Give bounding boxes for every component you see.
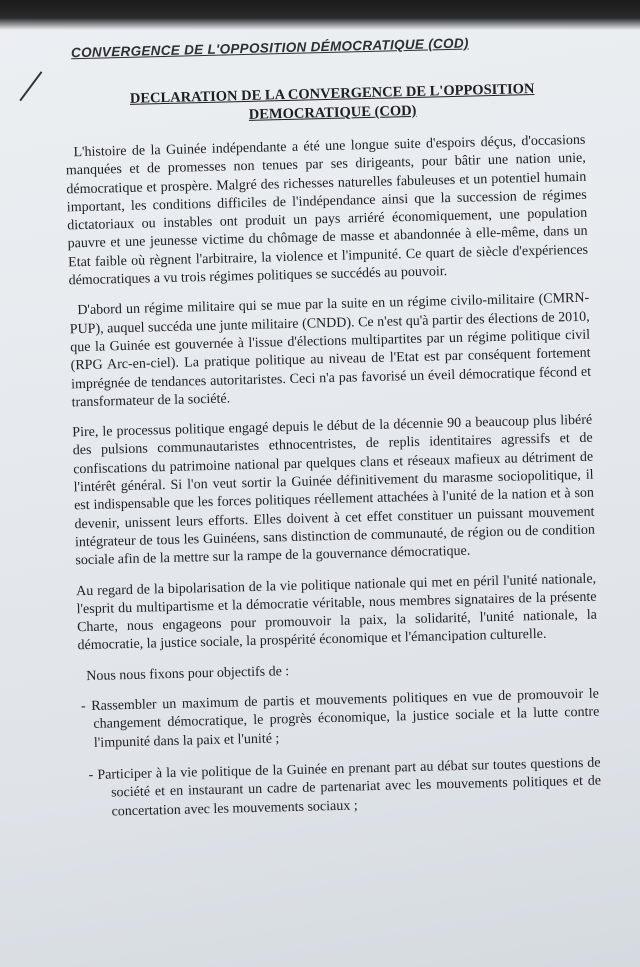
- document-body: [65, 132, 602, 836]
- objective-item: - Rassembler un maximum de partis et mouvements politiques en vue de promouvoir le changement démocratique, le progrès économique, la justice sociale et la lutte contre l'impunité dans la paix et l'unité ;: [80, 686, 600, 751]
- organization-header: CONVERGENCE DE L'OPPOSITION DÉMOCRATIQUE (COD): [70, 35, 469, 61]
- paragraph-bipolarisation: Au regard de la bipolarisation de la vie politique nationale qui met en péril l'unité nationale, l'esprit du multipartisme et la démocratie véritable, nous membres signataires de la présente Charte, nous engageons pour promouvoir la paix, la solidarité, l'unité nationale, la démocratie, la justice sociale, la prospérité économique et l'émancipation culturelle.: [76, 571, 598, 654]
- document-title: [92, 79, 573, 129]
- photo-dark-edge: [0, 0, 640, 30]
- title-line-1: DECLARATION DE LA CONVERGENCE DE L'OPPOSITION: [129, 80, 535, 107]
- paragraph-regimes: D'abord un régime militaire qui se mue par la suite en un régime civilo-militaire (CMRN-PUP), auquel succéda une junte militaire (CNDD). Ce n'est qu'à partir des élections de 2010, que la Guinée est gouvernée à l'issue d'élections multipartites par un régime politique civil (RPG Arc-en-ciel). La pratique politique au niveau de l'Etat est par conséquent fortement imprégnée de tendances autoritaristes. Ceci n'a pas favorisé un éveil démocratique fécond et transformateur de la société.: [69, 291, 592, 411]
- paragraph-history: L'histoire de la Guinée indépendante a été une longue suite d'espoirs déçus, d'occasions manquées et de promesses non tenues par ses dirigeants, pour bâtir une nation unie, démocratique et prospère. Malgré des richesses naturelles fabuleuses et un potentiel humain important, les conditions difficiles de l'indépendance ainsi que la succession de régimes dictatoriaux ou instables ont produit un pays arriéré économiquement, une population pauvre et une jeunesse victime du chômage de masse et abandonnée à elle-même, dans un Etat faible où règnent l'arbitraire, la violence et l'impunité. Ce quart de siècle d'expériences démocratiques a vu trois régimes politiques se succédés au pouvoir.: [65, 132, 589, 289]
- paragraph-political-process: Pire, le processus politique engagé depuis le début de la décennie 90 a beaucoup plus libéré des pulsions communautaristes ethnocentristes, de replis identitaires agressifs et de confiscations du patrimoine national par quelques clans et réseaux mafieux au détriment de l'intérêt général. Si l'on veut sortir la Guinée définitivement du marasme sociopolitique, il est indispensable que les forces politiques réellement attachées à l'unité de la nation et à son devenir, unissent leurs efforts. Elles doivent à cet effet constituer un puissant mouvement intégrateur de tous les Guinéens, sans distinction de communauté, de région ou de condition sociale afin de la mettre sur la rampe de la gouvernance démocratique.: [72, 412, 596, 569]
- objectives-intro: Nous nous fixons pour objectifs de :: [86, 663, 290, 684]
- objective-item: - Participer à la vie politique de la Guinée en prenant part au débat sur toutes questions de société et en instaurant un cadre de partenariat avec les mouvements politiques et de concertation avec les mouvements sociaux ;: [88, 755, 602, 819]
- title-line-2: DEMOCRATIQUE (COD): [248, 102, 417, 123]
- pen-mark: [19, 71, 42, 101]
